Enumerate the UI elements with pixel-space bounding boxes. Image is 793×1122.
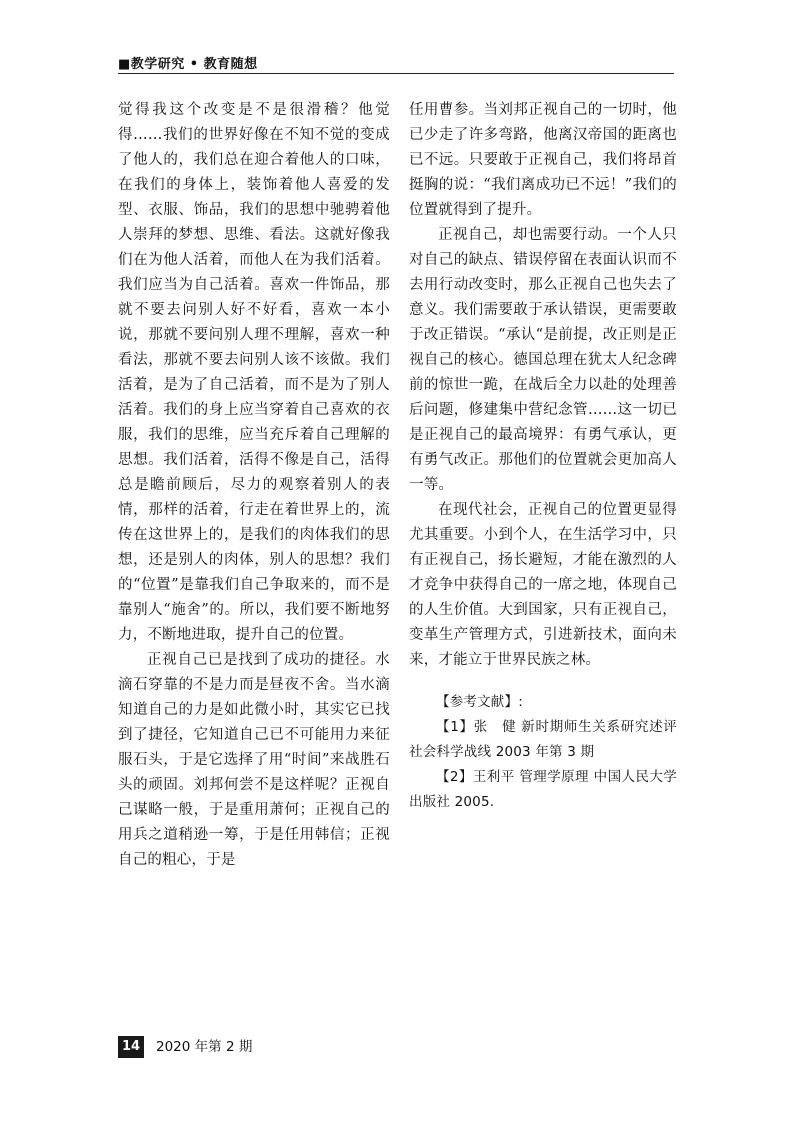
body-paragraph: 觉得我这个改变是不是很滑稽？他觉得……我们的世界好像在不知不觉的变成了他人的，我们总在迎合着他人的口味，在我们的身体上，装饰着他人喜爱的发型、衣服、饰品，我们的思想中驰骋着他人崇拜的梦想、思维、看法。这就好像我们在为他人活着，而他人在为我们活着。我们应当为自己活着。喜欢一件饰品，那就不要去问别人好不好看，喜欢一本小说，那就不要问别人理不理解，喜欢一种看法，那就不要去问别人该不该做。我们活着，是为了自己活着，而不是为了别人活着。我们的身上应当穿着自己喜欢的衣服，我们的思维，应当充斥着自己理解的思想。我们活着，活得不像是自己，活得总是瞻前顾后，尽力的观察着别人的表情，那样的活着，行走在着世界上的，流传在这世界上的，是我们的肉体我们的思想，还是别人的肉体，别人的思想？我们的“位置”是靠我们自己争取来的，而不是靠别人“施舍”的。所以，我们要不断地努力，不断地进取，提升自己的位置。 [118,102,390,643]
references-title: 【参考文献】: [436,694,523,710]
reference-item: 【2】王利平 管理学原理 中国人民大学出版社 2005. [409,769,677,810]
section-title: ■教学研究 • 教育随想 [118,57,258,72]
right-column [409,98,677,815]
body-paragraph: 在现代社会，正视自己的位置更显得尤其重要。小到个人，在生活学习中，只有正视自己，扬长避短，才能在激烈的人才竞争中获得自己的一席之地，体现自己的人生价值。大到国家，只有正视自己，变革生产管理方式，引进新技术，面向未来，才能立于世界民族之林。 [409,502,677,668]
body-paragraph: 任用曹参。当刘邦正视自己的一切时，他已少走了许多弯路，他离汉帝国的距离也已不远。只要敢于正视自己，我们将昂首挺胸的说：“我们离成功已不远！”我们的位置就得到了提升。 [409,102,677,218]
body-paragraph: 正视自己已是找到了成功的捷径。水滴石穿靠的不是力而是昼夜不舍。当水滴知道自己的力是如此微小时，其实它已找到了捷径，它知道自己已不可能用力来征服石头，于是它选择了用“时间”来战胜石头的顽固。刘邦何尝不是这样呢？正视自己谋略一般，于是重用萧何；正视自己的用兵之道稍逊一筹，于是任用韩信；正视自己的粗心，于是 [118,652,390,868]
body-paragraph: 正视自己，却也需要行动。一个人只对自己的缺点、错误停留在表面认识而不去用行动改变时，那么正视自己也失去了意义。我们需要敢于承认错误，更需要敢于改正错误。“承认“是前提，改正则是正视自己的核心。德国总理在犹太人纪念碑前的惊世一跪，在战后全力以赴的处理善后问题，修建集中营纪念管……这一切已是正视自己的最高境界：有勇气承认，更有勇气改正。那他们的位置就会更加高人一等。 [409,227,677,493]
reference-item: 【1】张 健 新时期师生关系研究述评 社会科学战线 2003 年第 3 期 [409,719,677,760]
references-section [409,690,677,815]
section-header [118,53,674,74]
left-column [118,98,390,873]
page-number: 14 [118,1036,144,1058]
issue-label: 2020 年第 2 期 [156,1039,253,1055]
